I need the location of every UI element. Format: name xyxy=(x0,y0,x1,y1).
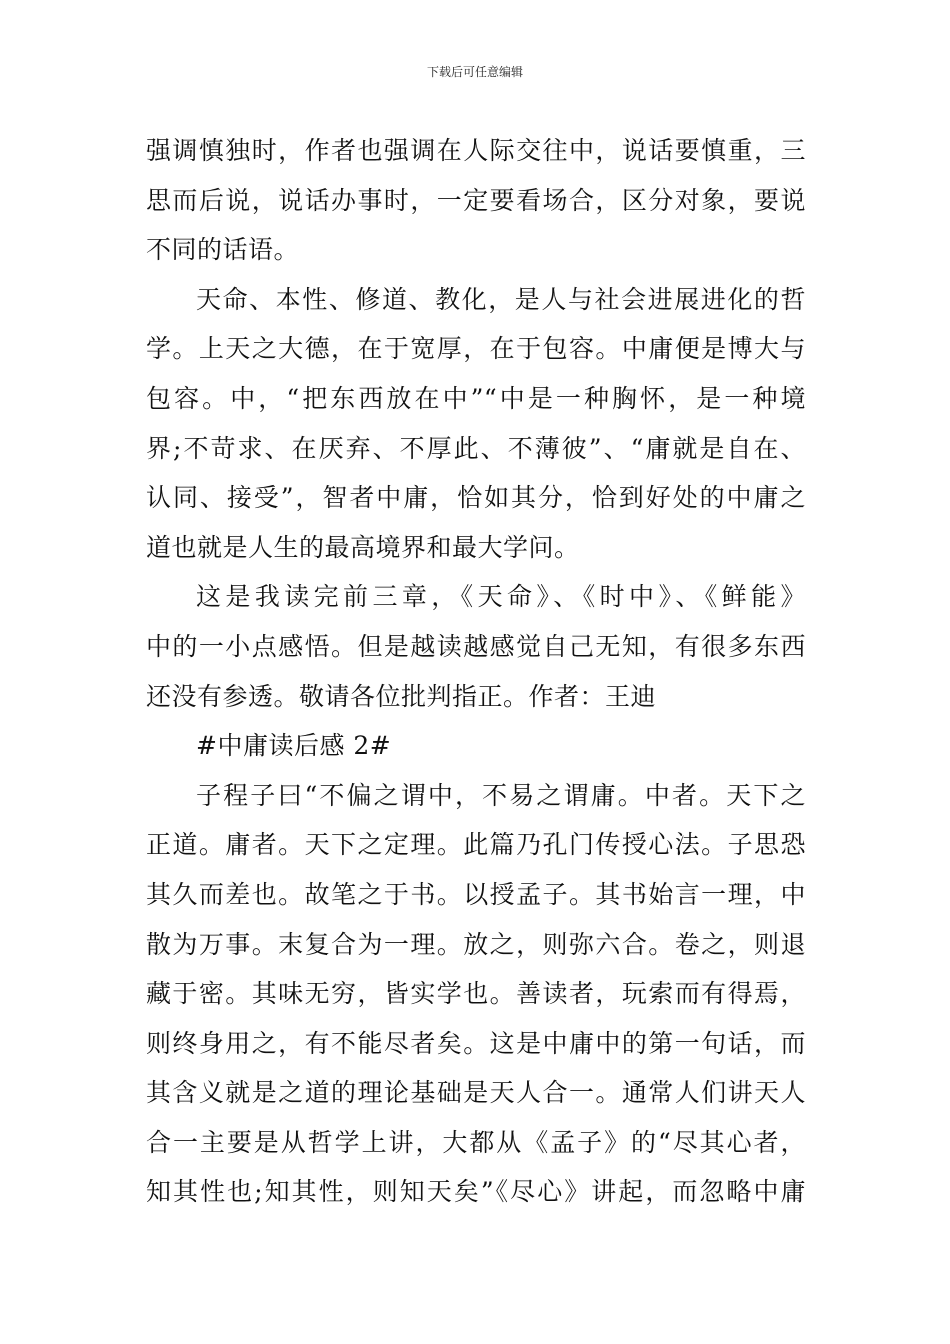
text-line: 包容。中，“把东西放在中”“中是一种胸怀，是一种境 xyxy=(146,383,806,413)
paragraph xyxy=(146,126,806,275)
text-line: 藏于密。其味无穷，皆实学也。善读者，玩索而有得焉， xyxy=(146,979,806,1009)
text-line: 学。上天之大德，在于宽厚，在于包容。中庸便是博大与 xyxy=(146,334,806,364)
text-line: 合一主要是从哲学上讲，大都从《孟子》的“尽其心者， xyxy=(146,1127,806,1157)
text-line: 界;不苛求、在厌弃、不厚此、不薄彼”、“庸就是自在、 xyxy=(146,433,806,463)
text-line: 正道。庸者。天下之定理。此篇乃孔门传授心法。子思恐 xyxy=(146,830,806,860)
text-line: 中的一小点感悟。但是越读越感觉自己无知，有很多东西 xyxy=(146,631,806,661)
text-line: 知其性也;知其性，则知天矣”《尽心》讲起，而忽略中庸 xyxy=(146,1177,806,1207)
paragraph xyxy=(146,572,806,721)
text-line: 认同、接受”，智者中庸，恰如其分，恰到好处的中庸之 xyxy=(146,483,806,513)
text-line: 天命、本性、修道、教化，是人与社会进展进化的哲 xyxy=(196,284,806,314)
page-header: 下载后可任意编辑 xyxy=(426,65,523,79)
text-line: 思而后说，说话办事时，一定要看场合，区分对象，要说 xyxy=(146,185,806,215)
text-line: 道也就是人生的最高境界和最大学问。 xyxy=(146,532,580,562)
section-heading xyxy=(146,721,806,771)
text-line: 其久而差也。故笔之于书。以授孟子。其书始言一理，中 xyxy=(146,879,806,909)
text-line: 不同的话语。 xyxy=(146,235,300,265)
text-line: 子程子曰“不偏之谓中，不易之谓庸。中者。天下之 xyxy=(196,780,806,810)
text-line: 其含义就是之道的理论基础是天人合一。通常人们讲天人 xyxy=(146,1078,806,1108)
text-line: 还没有参透。敬请各位批判指正。作者：王迪 xyxy=(146,681,657,711)
text-line: 散为万事。末复合为一理。放之，则弥六合。卷之，则退 xyxy=(146,929,806,959)
document-body xyxy=(146,126,806,1217)
text-line: 这是我读完前三章，《天命》、《时中》、《鲜能》 xyxy=(196,582,806,612)
text-line: 强调慎独时，作者也强调在人际交往中，说话要慎重，三 xyxy=(146,136,806,165)
text-line: 则终身用之，有不能尽者矣。这是中庸中的第一句话，而 xyxy=(146,1028,806,1058)
paragraph xyxy=(146,771,806,1217)
paragraph xyxy=(146,275,806,573)
text-line: #中庸读后感 2# xyxy=(196,731,392,761)
